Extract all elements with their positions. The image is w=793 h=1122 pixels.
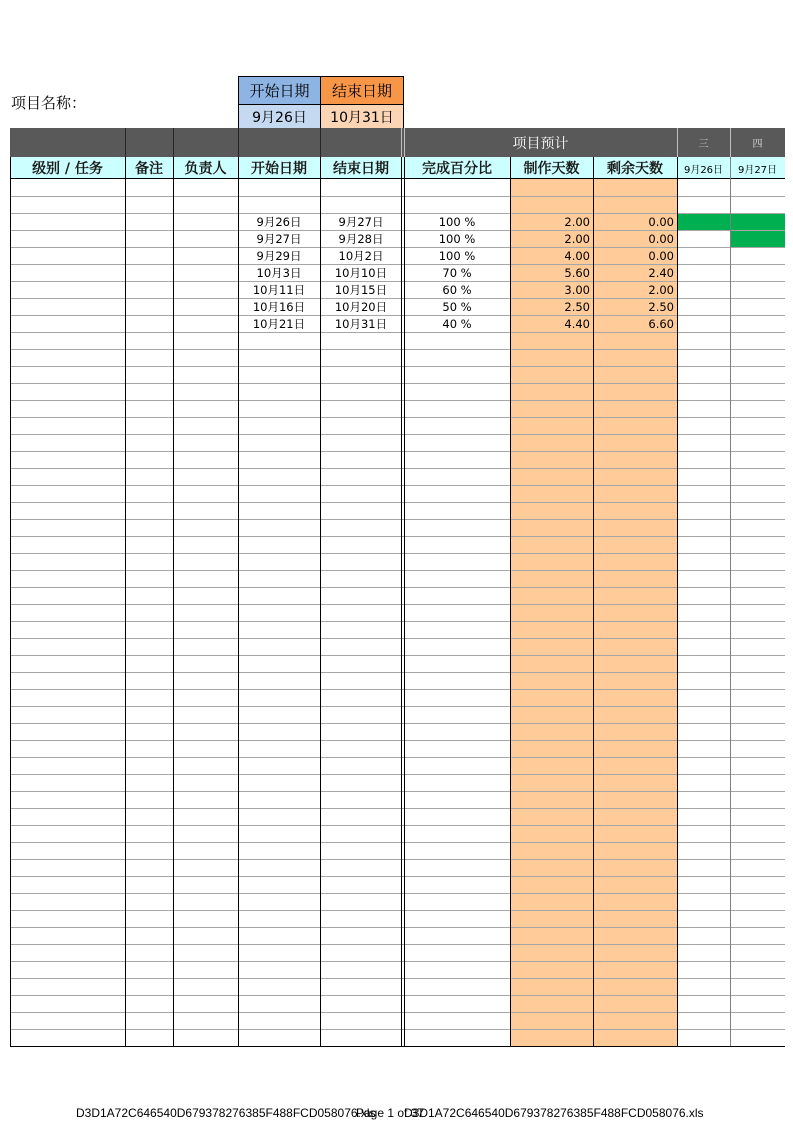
cell-percent[interactable]: 100 % xyxy=(438,231,476,246)
column-header-remaining-days: 剩余天数 xyxy=(607,161,663,177)
table-row xyxy=(0,264,793,281)
row-divider xyxy=(10,400,785,401)
cell-work-days[interactable]: 5.60 xyxy=(564,265,590,280)
row-divider xyxy=(10,485,785,486)
row-divider xyxy=(10,383,785,384)
table-row xyxy=(0,315,793,332)
row-divider xyxy=(10,468,785,469)
page-footer xyxy=(0,1106,793,1122)
cell-remaining-days[interactable]: 0.00 xyxy=(648,214,674,229)
row-divider xyxy=(10,876,785,877)
cell-remaining-days[interactable]: 0.00 xyxy=(648,248,674,263)
column-header-percent: 完成百分比 xyxy=(422,161,492,177)
cell-percent[interactable]: 50 % xyxy=(442,299,472,314)
weekday-label: 三 xyxy=(698,139,709,150)
row-divider xyxy=(10,842,785,843)
cell-end-date[interactable]: 10月20日 xyxy=(334,299,388,314)
row-divider xyxy=(10,995,785,996)
cell-end-date[interactable]: 10月15日 xyxy=(334,282,388,297)
column-header-start: 开始日期 xyxy=(251,161,307,177)
cell-percent[interactable]: 60 % xyxy=(442,282,472,297)
row-divider xyxy=(10,927,785,928)
cell-remaining-days[interactable]: 2.00 xyxy=(648,282,674,297)
row-divider xyxy=(10,1012,785,1013)
column-header-day2: 9月27日 xyxy=(737,164,778,176)
cell-work-days[interactable]: 4.00 xyxy=(564,248,590,263)
table-row xyxy=(0,281,793,298)
cell-percent[interactable]: 70 % xyxy=(442,265,472,280)
row-divider xyxy=(10,349,785,350)
cell-percent[interactable]: 100 % xyxy=(438,214,476,229)
cell-end-date[interactable]: 9月28日 xyxy=(338,231,384,246)
row-divider xyxy=(10,944,785,945)
cell-end-date[interactable]: 10月2日 xyxy=(338,248,384,263)
row-divider xyxy=(10,689,785,690)
row-divider xyxy=(10,638,785,639)
row-divider xyxy=(10,451,785,452)
cell-work-days[interactable]: 4.40 xyxy=(564,316,590,331)
row-divider xyxy=(10,536,785,537)
table-row xyxy=(0,213,793,230)
row-divider xyxy=(10,621,785,622)
row-divider xyxy=(10,553,785,554)
row-divider xyxy=(10,519,785,520)
cell-end-date[interactable]: 10月31日 xyxy=(334,316,388,331)
row-divider xyxy=(10,740,785,741)
row-divider xyxy=(10,196,785,197)
row-divider xyxy=(10,774,785,775)
row-divider xyxy=(10,706,785,707)
row-divider xyxy=(10,961,785,962)
end-date-label: 结束日期 xyxy=(320,76,404,105)
band-divider xyxy=(238,128,239,157)
end-date-value[interactable]: 10月31日 xyxy=(320,104,404,129)
band-divider xyxy=(320,128,321,157)
cell-start-date[interactable]: 9月27日 xyxy=(256,231,302,246)
row-divider xyxy=(10,502,785,503)
column-header-day1: 9月26日 xyxy=(683,164,724,176)
row-divider xyxy=(10,978,785,979)
row-divider xyxy=(10,655,785,656)
cell-percent[interactable]: 40 % xyxy=(442,316,472,331)
cell-start-date[interactable]: 9月26日 xyxy=(256,214,302,229)
row-divider xyxy=(10,910,785,911)
start-date-value[interactable]: 9月26日 xyxy=(238,104,321,129)
column-header-end: 结束日期 xyxy=(333,161,389,177)
start-date-label: 开始日期 xyxy=(238,76,321,105)
row-divider xyxy=(10,604,785,605)
cell-end-date[interactable]: 9月27日 xyxy=(338,214,384,229)
table-row xyxy=(0,247,793,264)
cell-start-date[interactable]: 9月29日 xyxy=(256,248,302,263)
row-divider xyxy=(10,757,785,758)
project-name-label: 项目名称： xyxy=(11,94,87,112)
cell-percent[interactable]: 100 % xyxy=(438,248,476,263)
cell-remaining-days[interactable]: 2.40 xyxy=(648,265,674,280)
row-divider xyxy=(10,808,785,809)
row-divider xyxy=(10,672,785,673)
cell-work-days[interactable]: 2.50 xyxy=(564,299,590,314)
footer-filename-right: D3D1A72C646540D679378276385F488FCD058076.xls xyxy=(404,1106,704,1120)
row-divider xyxy=(10,1029,785,1030)
cell-work-days[interactable]: 2.00 xyxy=(564,214,590,229)
cell-remaining-days[interactable]: 0.00 xyxy=(648,231,674,246)
cell-remaining-days[interactable]: 6.60 xyxy=(648,316,674,331)
cell-start-date[interactable]: 10月21日 xyxy=(252,316,306,331)
band-divider xyxy=(125,128,126,157)
cell-work-days[interactable]: 3.00 xyxy=(564,282,590,297)
row-divider xyxy=(10,417,785,418)
row-divider xyxy=(10,791,785,792)
row-divider xyxy=(10,434,785,435)
footer-page-number: Page 1 of 37 xyxy=(356,1106,425,1120)
row-divider xyxy=(10,859,785,860)
row-divider xyxy=(10,825,785,826)
row-divider xyxy=(10,893,785,894)
column-header-owner: 负责人 xyxy=(184,161,227,177)
cell-start-date[interactable]: 10月16日 xyxy=(252,299,306,314)
row-divider xyxy=(10,723,785,724)
row-divider xyxy=(10,332,785,333)
row-divider xyxy=(10,587,785,588)
band-divider xyxy=(173,128,174,157)
weekday-label: 四 xyxy=(752,139,763,150)
cell-remaining-days[interactable]: 2.50 xyxy=(648,299,674,314)
band-divider xyxy=(401,128,402,157)
column-header-notes: 备注 xyxy=(135,161,163,177)
budget-title: 项目预计 xyxy=(512,135,569,152)
cell-start-date[interactable]: 10月11日 xyxy=(252,282,306,297)
cell-end-date[interactable]: 10月10日 xyxy=(334,265,388,280)
column-header-level-task: 级别 / 任务 xyxy=(32,161,103,177)
row-divider xyxy=(10,366,785,367)
grid-bottom-border xyxy=(10,1046,785,1047)
table-row xyxy=(0,230,793,247)
footer-filename-left: D3D1A72C646540D679378276385F488FCD058076.xls xyxy=(76,1106,376,1120)
cell-start-date[interactable]: 10月3日 xyxy=(256,265,302,280)
cell-work-days[interactable]: 2.00 xyxy=(564,231,590,246)
column-header-work-days: 制作天数 xyxy=(523,161,580,177)
table-row xyxy=(0,298,793,315)
row-divider xyxy=(10,570,785,571)
